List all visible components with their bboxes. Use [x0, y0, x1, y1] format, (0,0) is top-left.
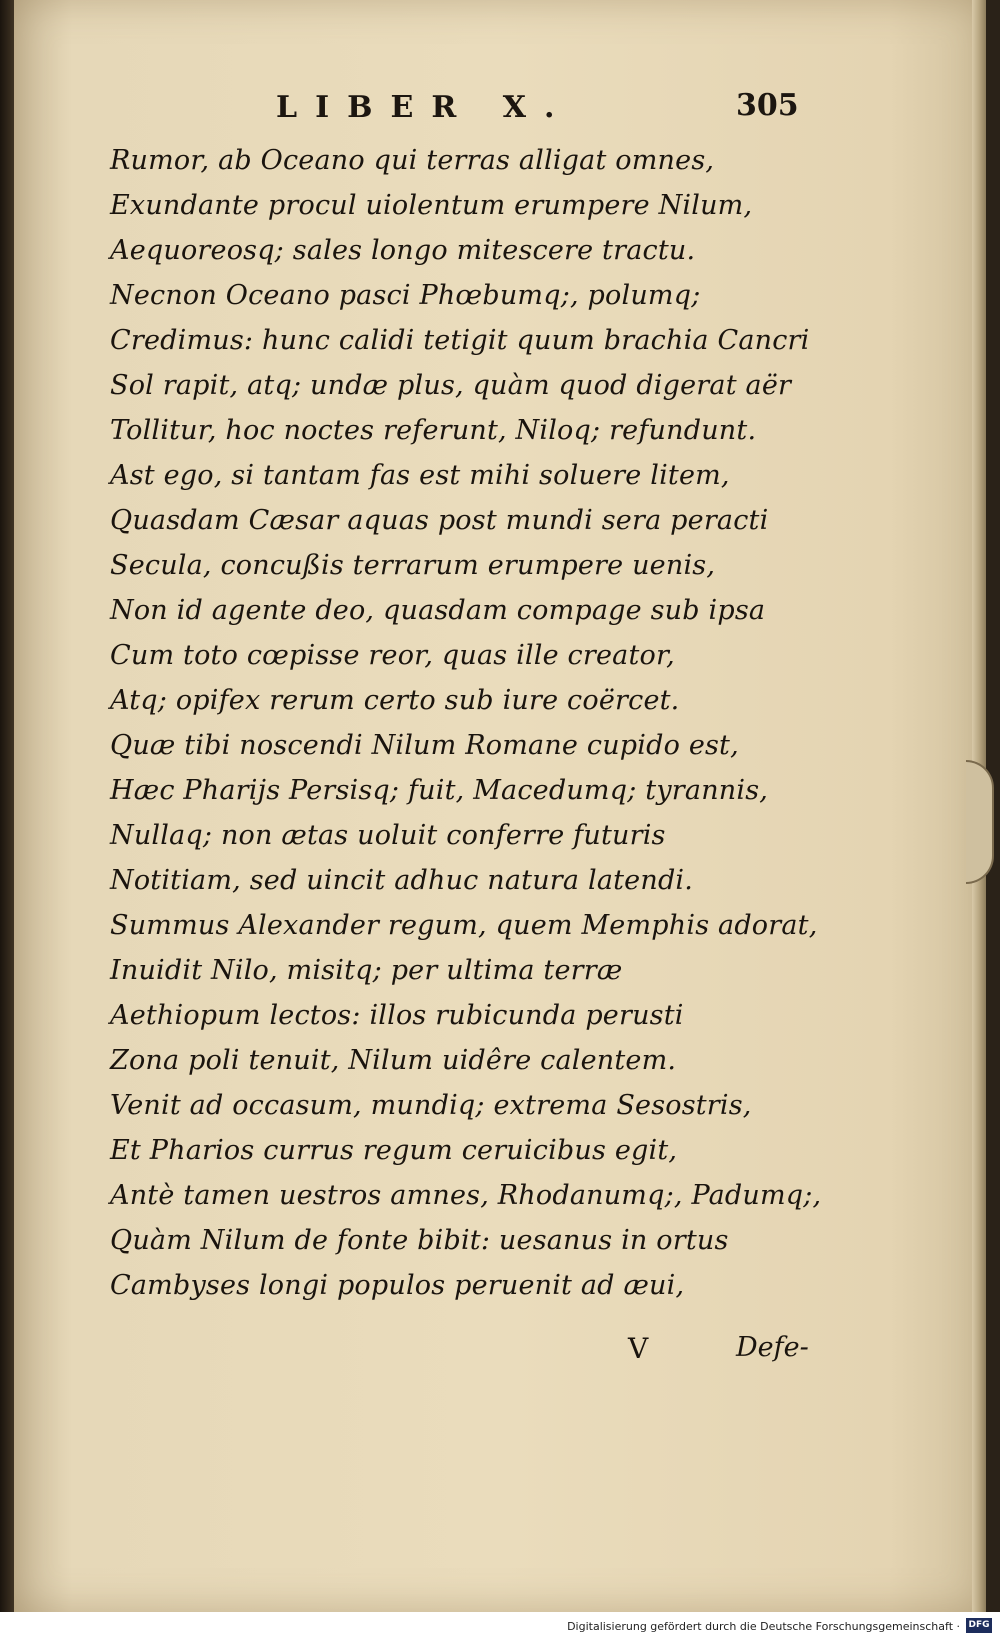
dfg-logo: DFG	[966, 1618, 992, 1633]
verse-line: Quàm Nilum de fonte bibit: uesanus in ortus	[110, 1225, 729, 1256]
funding-notice: Digitalisierung gefördert durch die Deutsche Forschungsgemeinschaft ·	[567, 1620, 960, 1633]
verse-line: Et Pharios currus regum ceruicibus egit,	[110, 1135, 678, 1166]
verse-line: Credimus: hunc calidi tetigit quum brachia Cancri	[110, 325, 810, 356]
verse-line: Aethiopum lectos: illos rubicunda perusti	[110, 1000, 684, 1031]
verse-line: Exundante procul uiolentum erumpere Nilum,	[110, 190, 753, 221]
footer-bar	[0, 1612, 1000, 1641]
verse-line: Hæc Pharijs Persisq; fuit, Macedumq; tyrannis,	[110, 775, 769, 806]
verse-line: Ast ego, si tantam fas est mihi soluere litem,	[110, 460, 730, 491]
bookmark-tab	[966, 760, 994, 884]
verse-line: Non id agente deo, quasdam compage sub ipsa	[110, 595, 766, 626]
verse-line: Tollitur, hoc noctes referunt, Niloq; refundunt.	[110, 415, 757, 446]
verse-line: Inuidit Nilo, misitq; per ultima terræ	[110, 955, 623, 986]
verse-line: Antè tamen uestros amnes, Rhodanumq;, Padumq;,	[110, 1180, 822, 1211]
book-page	[14, 0, 986, 1612]
verse-line: Zona poli tenuit, Nilum uidêre calentem.	[110, 1045, 677, 1076]
verse-line: Nullaq; non ætas uoluit conferre futuris	[110, 820, 666, 851]
catchword: Defe-	[736, 1332, 809, 1363]
verse-line: Secula, concußis terrarum erumpere uenis,	[110, 550, 716, 581]
running-head: LIBER X.	[276, 90, 573, 125]
page-number: 305	[736, 88, 799, 123]
verse-line: Cum toto cœpisse reor, quas ille creator,	[110, 640, 675, 671]
verse-line: Aequoreosq; sales longo mitescere tractu.	[110, 235, 696, 266]
verse-line: Venit ad occasum, mundiq; extrema Sesostris,	[110, 1090, 752, 1121]
verse-list	[110, 138, 870, 1308]
verse-line: Rumor, ab Oceano qui terras alligat omnes,	[110, 145, 715, 176]
verse-line: Necnon Oceano pasci Phœbumq;, polumq;	[110, 280, 701, 311]
verse-line: Notitiam, sed uincit adhuc natura latendi.	[110, 865, 694, 896]
verse-line: Cambyses longi populos peruenit ad æui,	[110, 1270, 685, 1301]
verse-line: Sol rapit, atq; undæ plus, quàm quod digerat aër	[110, 370, 792, 401]
verse-line: Summus Alexander regum, quem Memphis adorat,	[110, 910, 818, 941]
verse-line: Quasdam Cæsar aquas post mundi sera peracti	[110, 505, 769, 536]
verse-line: Quæ tibi noscendi Nilum Romane cupido est,	[110, 730, 739, 761]
signature-mark: V	[628, 1332, 649, 1365]
verse-line: Atq; opifex rerum certo sub iure coërcet.	[110, 685, 680, 716]
